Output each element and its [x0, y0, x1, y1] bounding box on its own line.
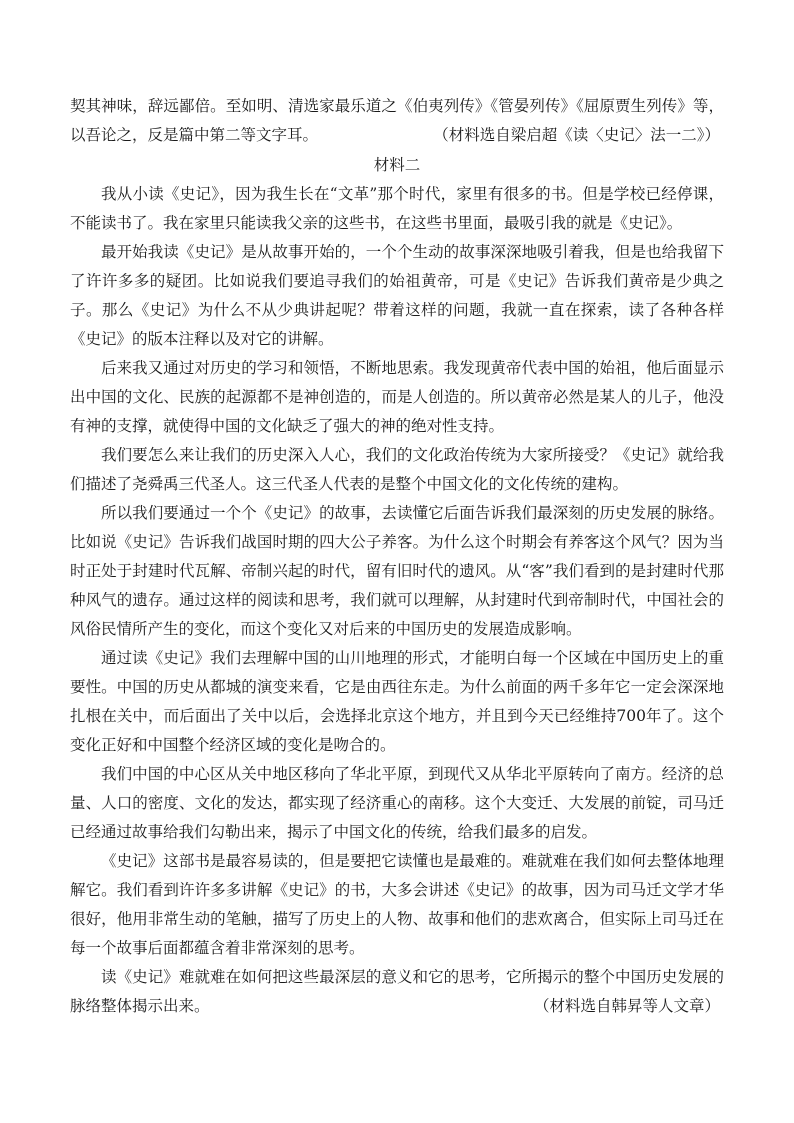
intro-text: 契其神味，辞远鄙倍。至如明、清选家最乐道之《伯夷列传》《管晏列传》《屈原贾生列传》等，以吾论之，反是篇中第二等文字耳。: [70, 97, 724, 144]
body-paragraph: 我们要怎么来让我们的历史深入人心，我们的文化政治传统为大家所接受？《史记》就给我们描述了尧舜禹三代圣人。这三代圣人代表的是整个中国文化的文化传统的建构。: [70, 446, 724, 493]
intro-paragraph: [70, 92, 724, 150]
closing-text: 读《史记》难就难在如何把这些最深层的意义和它的思考，它所揭示的整个中国历史发展的脉络整体揭示出来。: [70, 968, 724, 1015]
body-paragraph: 通过读《史记》我们去理解中国的山川地理的形式，才能明白每一个区域在中国历史上的重要性。中国的历史从都城的演变来看，它是由西往东走。为什么前面的两千多年它一定会深深地扎根在关中，而后面出了关中以后，会选择北京这个地方，并且到今天已经维持700年了。这个变化正好和中国整个经济区域的变化是吻合的。: [70, 649, 724, 754]
closing-paragraph: [70, 963, 724, 1021]
body-paragraph: 我们中国的中心区从关中地区移向了华北平原，到现代又从华北平原转向了南方。经济的总量、人口的密度、文化的发达，都实现了经济重心的南移。这个大变迁、大发展的前锭，司马迁已经通过故事给我们勾勒出来，揭示了中国文化的传统，给我们最多的启发。: [70, 765, 724, 841]
body-paragraph: 后来我又通过对历史的学习和领悟，不断地思索。我发现黄帝代表中国的始祖，他后面显示出中国的文化、民族的起源都不是神创造的，而是人创造的。所以黄帝必然是某人的儿子，他没有神的支撑，就使得中国的文化缺乏了强大的神的绝对性支持。: [70, 359, 724, 435]
body-paragraph: 最开始我读《史记》是从故事开始的，一个个生动的故事深深地吸引着我，但是也给我留下了许许多多的疑团。比如说我们要追寻我们的始祖黄帝，可是《史记》告诉我们黄帝是少典之子。那么《史记》为什么不从少典讲起呢？带着这样的问题，我就一直在探索，读了各种各样《史记》的版本注释以及对它的讲解。: [70, 243, 724, 348]
closing-source: （材料选自韩昇等人文章）: [533, 997, 720, 1015]
document-page: [70, 92, 724, 1021]
body-paragraph: 我从小读《史记》，因为我生长在“文革”那个时代，家里有很多的书。但是学校已经停课，不能读书了。我在家里只能读我父亲的这些书，在这些书里面，最吸引我的就是《史记》。: [70, 185, 724, 232]
body-paragraph: 《史记》这部书是最容易读的，但是要把它读懂也是最难的。难就难在我们如何去整体地理解它。我们看到许许多多讲解《史记》的书，大多会讲述《史记》的故事，因为司马迁文学才华很好，他用非常生动的笔触，描写了历史上的人物、故事和他们的悲欢离合，但实际上司马迁在每一个故事后面都蕴含着非常深刻的思考。: [70, 852, 724, 957]
body-paragraph: 所以我们要通过一个个《史记》的故事，去读懂它后面告诉我们最深刻的历史发展的脉络。比如说《史记》告诉我们战国时期的四大公子养客。为什么这个时期会有养客这个风气？因为当时正处于封建时代瓦解、帝制兴起的时代，留有旧时代的遗风。从“客”我们看到的是封建时代那种风气的遗存。通过这样的阅读和思考，我们就可以理解，从封建时代到帝制时代，中国社会的风俗民情所产生的变化，而这个变化又对后来的中国历史的发展造成影响。: [70, 504, 724, 638]
intro-source: （材料选自梁启超《读〈史记〉法一二》）: [433, 126, 720, 144]
section-title: 材料二: [373, 156, 421, 174]
